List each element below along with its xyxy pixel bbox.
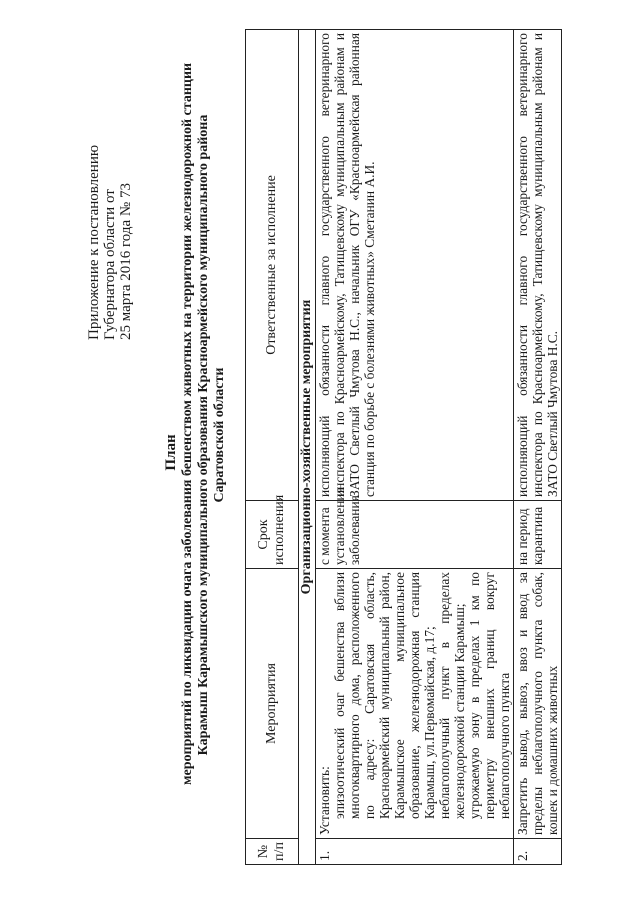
row-responsible: исполняющий обязанности главного государственного ветеринарного инспектора по Красноармейскому, Татищевскому муниципальным районам и ЗАТО Светлый Чмутова Н.С. <box>514 30 562 501</box>
subtitle-line: Карамыш Карамышского муниципального образования Красноармейского муниципального района <box>196 114 211 756</box>
measure-line: Запретить вывод, вывоз, ввоз и ввод за пределы неблагополучного пункта собак, кошек и домашних животных <box>515 572 560 835</box>
row-deadline: на период карантина <box>514 501 562 569</box>
header-deadline: Срок исполнения <box>246 501 299 569</box>
header-num: № п/п <box>246 839 299 865</box>
plan-table <box>245 29 562 865</box>
row-deadline: с момента установления заболевания <box>316 501 514 569</box>
subtitle-line: мероприятий по ликвидации очага заболевания бешенством животных на территории железнодорожной станции <box>180 62 195 785</box>
document-subtitle <box>180 62 228 785</box>
header-responsible: Ответственные за исполнение <box>246 30 299 501</box>
section-row <box>299 30 316 865</box>
measure-line: неблагополучный пункт в пределах железнодорожной станции Карамыш; <box>437 572 467 819</box>
row-measures <box>514 569 562 839</box>
table-header-row <box>246 30 299 865</box>
table-row <box>514 30 562 865</box>
document-title: План <box>163 434 179 471</box>
measure-line: угрожаемую зону в пределах 1 км по периметру внешних границ вокруг неблагополучного пункта <box>467 572 512 819</box>
row-responsible: исполняющий обязанности главного государственного ветеринарного инспектора по Красноармейскому, Татищевскому муниципальным районам и ЗАТО Светлый Чмутова Н.С., начальник ОГУ «Красноармейская районная станция по борьбе с болезнями животных» Сметанин А.И. <box>316 30 514 501</box>
header-measures: Мероприятия <box>246 569 299 839</box>
section-title: Организационно-хозяйственные мероприятия <box>299 30 316 865</box>
subtitle-line: Саратовской области <box>212 367 227 503</box>
appendix-note <box>86 40 134 340</box>
row-measures <box>316 569 514 839</box>
row-num: 1. <box>316 839 514 865</box>
measure-line: Установить: <box>317 766 332 835</box>
appendix-line: Губернатора области от <box>102 189 118 340</box>
measure-line: эпизоотический очаг бешенства вблизи многоквартирного дома, расположенного по адресу: Саратовская область, Красноармейский муниципальный район, Карамышское муниципальное образование, железнодорожная станция Карамыш, ул.Первомайская, д.17; <box>332 572 437 819</box>
appendix-line: Приложение к постановлению <box>86 144 102 340</box>
row-num: 2. <box>514 839 562 865</box>
table-row <box>316 30 514 865</box>
appendix-line: 25 марта 2016 года № 73 <box>118 183 134 340</box>
